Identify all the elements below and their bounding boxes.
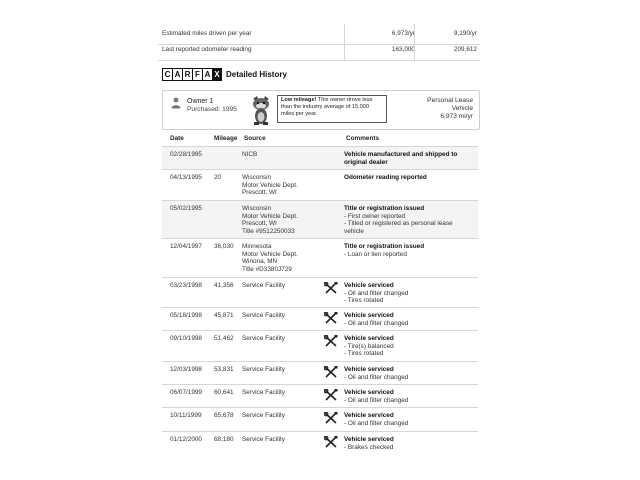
person-icon	[171, 97, 181, 109]
row-comment-title: Vehicle serviced	[344, 389, 394, 396]
table-row	[162, 277, 478, 308]
row-date: 12/04/1997	[170, 243, 202, 250]
logo-letter: C	[162, 68, 173, 81]
summary-value: 209,612	[414, 40, 477, 60]
table-row	[162, 384, 478, 408]
row-comment-title: Title or registration issued	[344, 243, 425, 250]
row-mileage: 53,831	[214, 366, 234, 373]
table-row	[162, 407, 478, 432]
low-mileage-tip	[277, 95, 387, 123]
wrench-screwdriver-icon	[324, 312, 338, 324]
row-mileage: 65,678	[214, 412, 234, 419]
row-date: 02/28/1995	[170, 151, 202, 158]
row-source-line: Service Facility	[242, 366, 285, 373]
row-source-line: Winona, MN	[242, 258, 278, 266]
row-source-line: Service Facility	[242, 282, 285, 289]
owner-type-line: Personal Lease	[427, 97, 473, 104]
row-comment-detail: - Oil and filter changed	[344, 419, 409, 427]
summary-value: 163,000	[344, 40, 415, 60]
owner-type-line: Vehicle	[451, 105, 473, 112]
row-comment-detail: - Loan or lien reported	[344, 250, 407, 258]
row-comments	[344, 412, 476, 427]
logo-letter: A	[172, 68, 183, 81]
logo-letter: A	[202, 68, 213, 81]
row-comments	[344, 174, 476, 182]
row-comments	[344, 205, 476, 235]
table-row	[162, 431, 478, 454]
owner-type-line: 6,973 mi/yr	[440, 113, 473, 120]
column-header-comments: Comments	[346, 135, 380, 142]
carfax-logo	[162, 68, 221, 81]
row-comment-detail: - Titled or registered as personal lease	[344, 220, 453, 228]
row-source-line: Prescott, WI	[242, 220, 277, 228]
row-date: 05/18/1998	[170, 312, 202, 319]
row-comment-title: Vehicle serviced	[344, 312, 394, 319]
table-row	[162, 146, 478, 170]
row-source-line: Service Facility	[242, 436, 285, 443]
row-comments	[344, 389, 476, 404]
summary-label: Last reported odometer reading	[162, 46, 252, 53]
row-source-line: Wisconsin	[242, 174, 272, 181]
row-source	[242, 389, 285, 397]
row-mileage: 20	[214, 174, 222, 181]
owner-name: Owner 1	[187, 98, 214, 105]
wrench-screwdriver-icon	[324, 366, 338, 378]
row-source-line: Motor Vehicle Dept.	[242, 181, 298, 189]
row-date: 01/12/2000	[170, 436, 202, 443]
summary-label: Estimated miles driven per year	[162, 30, 252, 37]
row-source-line: Title #D3380J729	[242, 265, 292, 273]
row-source-line: Wisconsin	[242, 205, 272, 212]
tip-text: This owner drove less than the industry average of 15,000 miles per year.	[281, 97, 373, 117]
column-header-date: Date	[170, 135, 184, 142]
row-comment-title: Odometer reading reported	[344, 174, 427, 181]
row-comment-title: Title or registration issued	[344, 205, 425, 212]
row-comments	[344, 151, 476, 166]
row-source-line: Service Facility	[242, 412, 285, 419]
wrench-screwdriver-icon	[324, 282, 338, 294]
row-source	[242, 151, 257, 159]
row-mileage: 36,030	[214, 243, 234, 250]
row-comment-title: Vehicle serviced	[344, 335, 394, 342]
row-date: 04/13/1995	[170, 174, 202, 181]
row-comment-detail: - Tires rotated	[344, 350, 384, 358]
row-source-line: NICB	[242, 151, 258, 158]
logo-letter: R	[182, 68, 193, 81]
row-comment-detail: - Oil and filter changed	[344, 396, 409, 404]
table-row	[162, 330, 478, 362]
row-comment-detail: - Tire(s) balanced	[344, 342, 394, 350]
row-source-line: Prescott, WI	[242, 189, 277, 197]
row-source	[242, 412, 285, 420]
row-source-line: Service Facility	[242, 335, 285, 342]
owner-summary	[162, 90, 480, 130]
row-source	[242, 335, 285, 343]
row-comments	[344, 335, 476, 358]
summary-value: 6,973/yr	[344, 24, 415, 44]
owner-type	[427, 97, 473, 121]
row-comment-detail: - Tires rotated	[344, 297, 384, 305]
row-source	[242, 205, 298, 235]
wrench-screwdriver-icon	[324, 389, 338, 401]
row-mileage: 45,871	[214, 312, 234, 319]
row-date: 06/07/1999	[170, 389, 202, 396]
row-comment-detail: - Oil and filter changed	[344, 373, 409, 381]
row-source-line: Title #9512250033	[242, 227, 295, 235]
table-row	[162, 238, 478, 278]
row-date: 12/03/1998	[170, 366, 202, 373]
wrench-screwdriver-icon	[324, 436, 338, 448]
row-date: 09/10/1998	[170, 335, 202, 342]
row-source	[242, 174, 298, 197]
row-date: 10/11/1999	[170, 412, 202, 419]
row-comment-title: Vehicle serviced	[344, 282, 394, 289]
row-source-line: Service Facility	[242, 389, 285, 396]
section-header	[162, 66, 480, 86]
logo-letter: F	[192, 68, 203, 81]
row-mileage: 60,641	[214, 389, 234, 396]
wrench-screwdriver-icon	[324, 335, 338, 347]
row-source	[242, 243, 298, 273]
row-comments	[344, 243, 476, 258]
row-comment-detail: - Oil and filter changed	[344, 319, 409, 327]
section-title: Detailed History	[226, 70, 287, 79]
row-source	[242, 282, 285, 290]
row-source	[242, 312, 285, 320]
row-source-line: Motor Vehicle Dept.	[242, 250, 298, 258]
row-source	[242, 366, 285, 374]
row-source	[242, 436, 285, 444]
row-source-line: Motor Vehicle Dept.	[242, 212, 298, 220]
row-comment-title: Vehicle manufactured and shipped to original dealer	[344, 151, 458, 166]
row-comment-detail: - Brakes checked	[344, 443, 394, 451]
table-row	[162, 200, 478, 239]
table-row	[162, 169, 478, 201]
logo-letter: X	[212, 68, 222, 81]
fox-mascot-icon	[249, 95, 273, 125]
row-source-line: Minnesota	[242, 243, 272, 250]
row-comment-title: Vehicle serviced	[344, 412, 394, 419]
summary-value: 9,190/yr	[414, 24, 477, 44]
table-row	[162, 307, 478, 331]
column-header-source: Source	[244, 135, 266, 142]
summary-row-odometer	[158, 40, 480, 61]
column-header-mileage: Mileage	[214, 135, 238, 142]
row-comment-detail: - First owner reported	[344, 212, 406, 220]
row-date: 03/23/1998	[170, 282, 202, 289]
wrench-screwdriver-icon	[324, 412, 338, 424]
tip-bold: Low mileage!	[281, 97, 317, 103]
owner-purchased: Purchased: 1995	[187, 106, 237, 113]
report-page	[158, 0, 480, 480]
row-comments	[344, 366, 476, 381]
row-comments	[344, 312, 476, 327]
row-comment-detail: vehicle	[344, 227, 364, 235]
row-source-line: Service Facility	[242, 312, 285, 319]
row-comments	[344, 436, 476, 451]
row-comment-title: Vehicle serviced	[344, 436, 394, 443]
row-mileage: 41,356	[214, 282, 234, 289]
row-mileage: 51,462	[214, 335, 234, 342]
row-date: 05/02/1995	[170, 205, 202, 212]
row-mileage: 68,180	[214, 436, 234, 443]
row-comment-title: Vehicle serviced	[344, 366, 394, 373]
row-comments	[344, 282, 476, 305]
table-row	[162, 361, 478, 385]
row-comment-detail: - Oil and filter changed	[344, 289, 409, 297]
